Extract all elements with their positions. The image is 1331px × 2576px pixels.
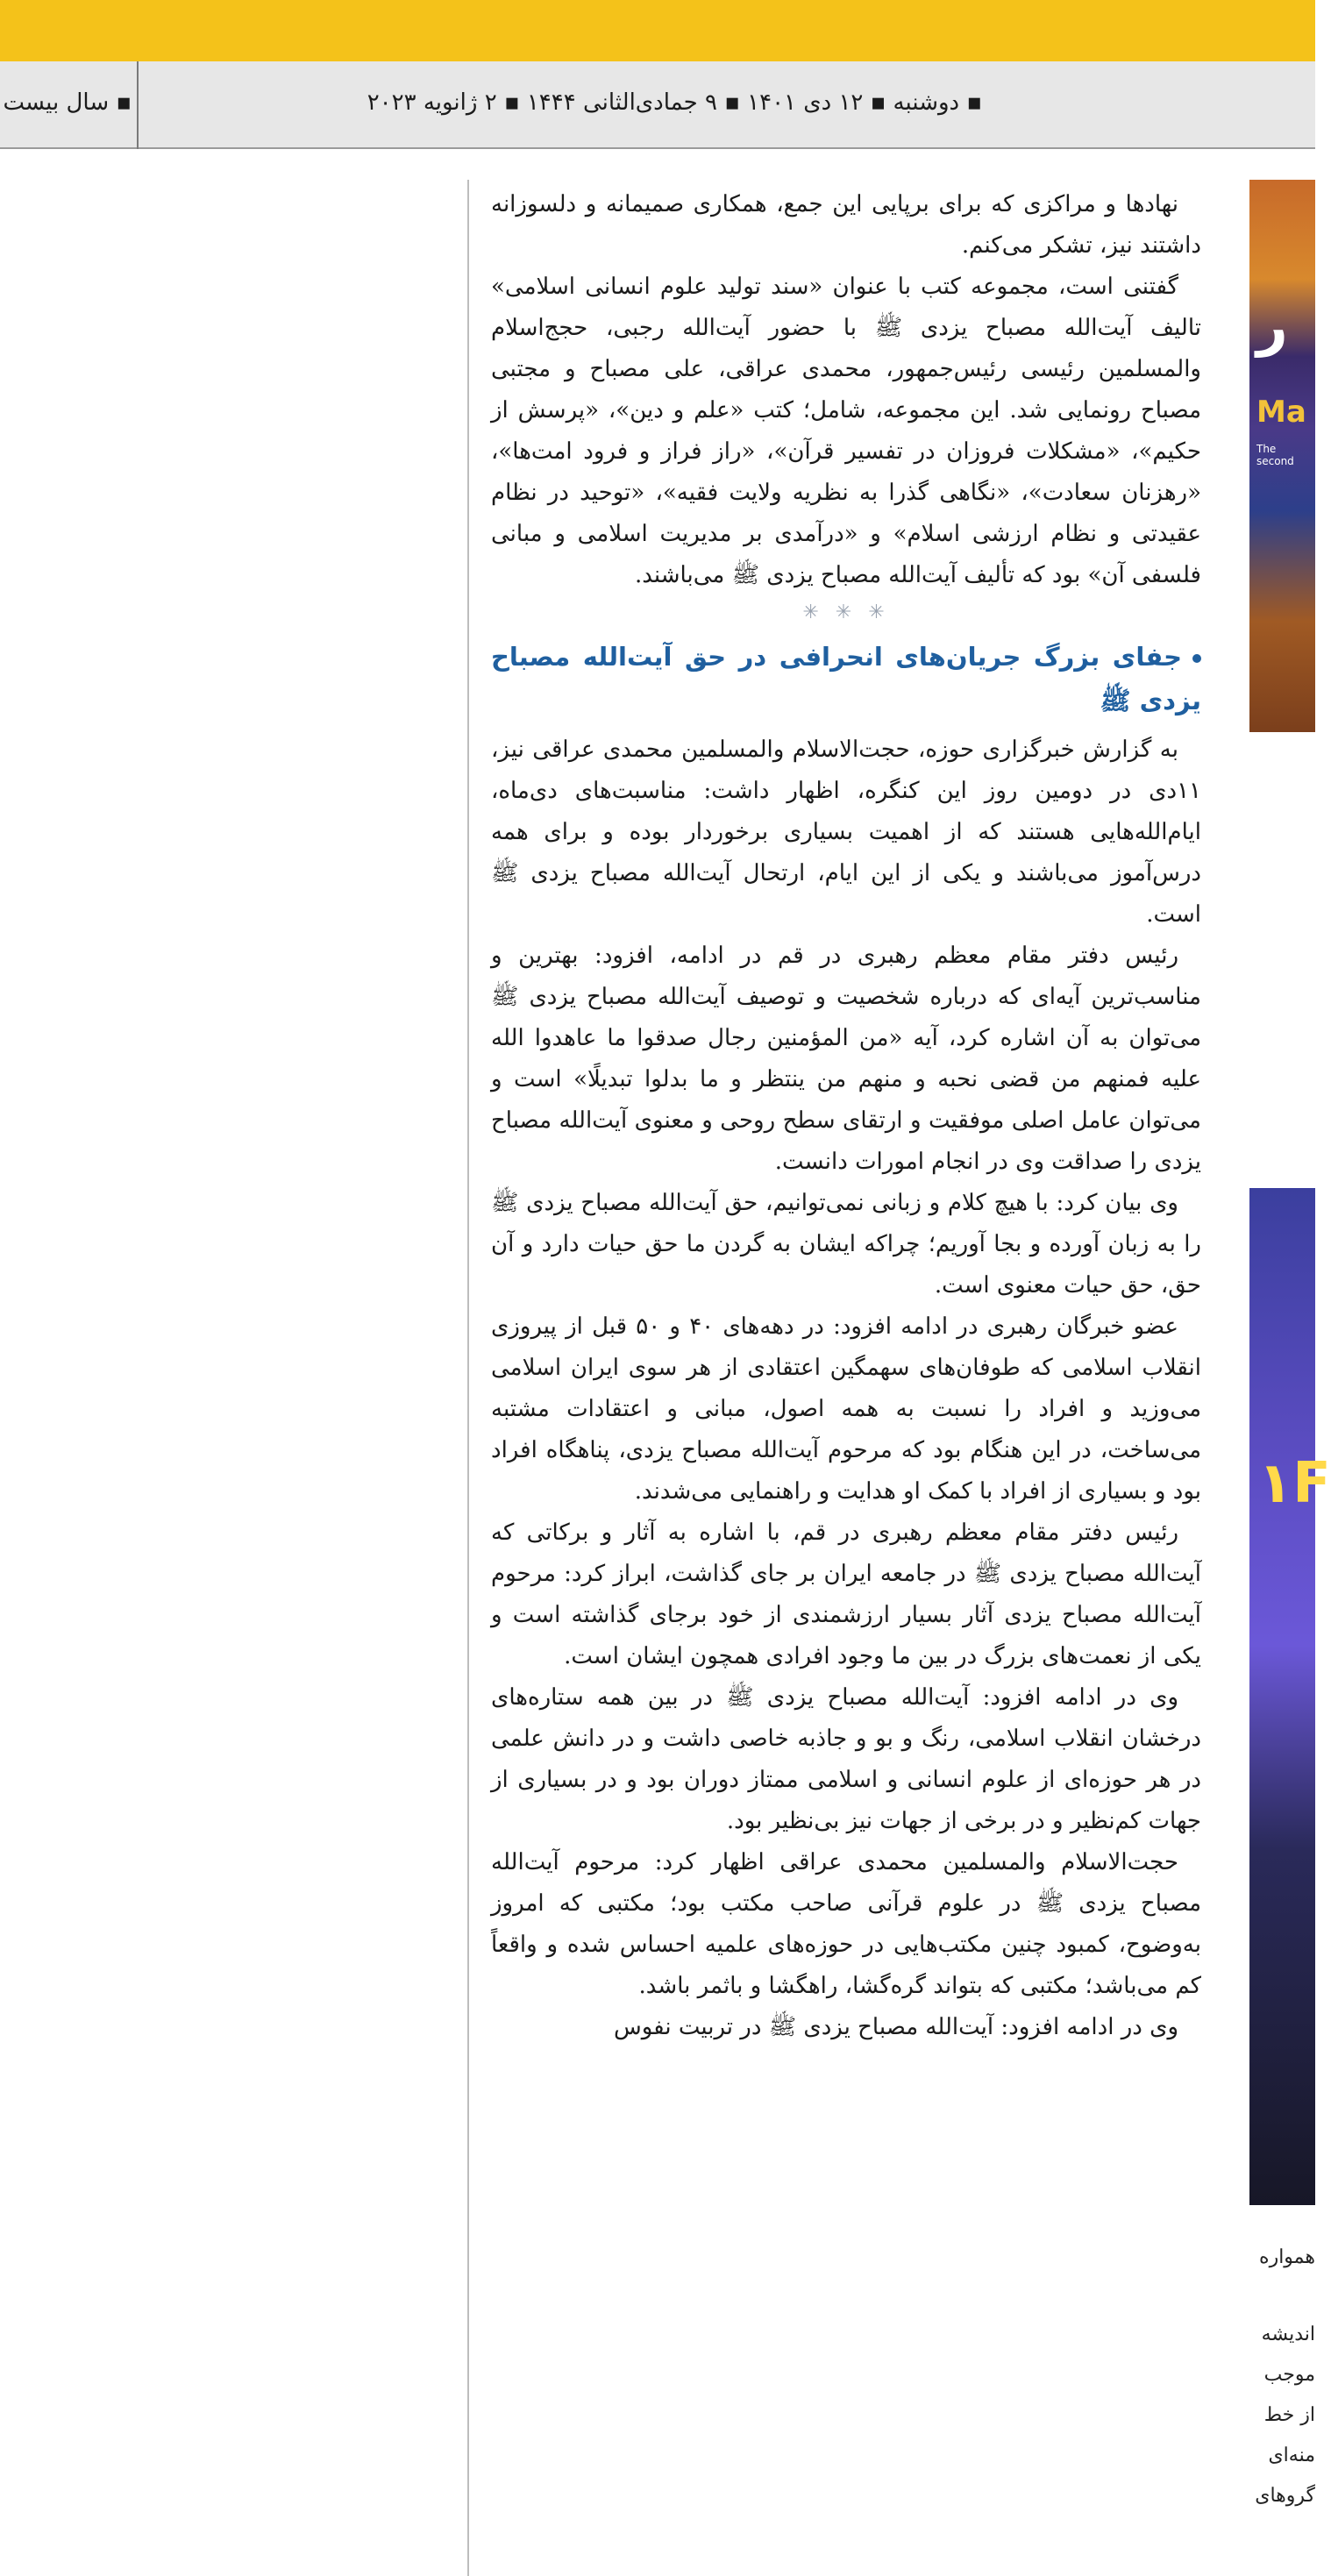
right-photo-bottom-text: ۱F xyxy=(1258,1451,1331,1516)
column-rule xyxy=(467,180,469,2576)
right-caption-line: همواره xyxy=(1259,2246,1315,2268)
article-paragraph: عضو خبرگان رهبری در ادامه افزود: در دهه‌های ۴۰ و ۵۰ قبل از پیروزی انقلاب اسلامی که طوفان‌های سهمگین اعتقادی از هر سوی ایران اسلامی می‌وزید و افراد را نسبت به همه اصول، مبانی و اعتقادات مشتبه می‌ساخت، در این هنگام بود که مرحوم آیت‌الله مصباح یزدی، پناهگاه افراد بود و بسیاری از افراد با کمک او هدایت و راهنمایی می‌شدند. xyxy=(491,1313,1201,1505)
right-caption-line: گروهای xyxy=(1255,2485,1315,2507)
date-strip xyxy=(0,61,1315,149)
article-paragraph: وی در ادامه افزود: آیت‌الله مصباح یزدی ﷺ در تربیت نفوس xyxy=(614,2014,1178,2040)
article-paragraph: به گزارش خبرگزاری حوزه، حجت‌الاسلام والمسلمین محمدی عراقی نیز، ۱۱دی در دومین روز این کنگره، اظهار داشت: مناسبت‌های دی‌ماه، ایام‌الله‌هایی هستند که از اهمیت بسیاری برخوردار بوده و برای همه درس‌آموز می‌باشند و یکی از این ایام، ارتحال آیت‌الله مصباح یزدی ﷺ است. xyxy=(491,737,1201,928)
right-photo-top xyxy=(1249,180,1315,732)
section-separator: ✳ ✳ ✳ xyxy=(802,601,890,623)
date-line: ▪ دوشنبه ▪ ۱۲ دی ۱۴۰۱ ▪ ۹ جمادی‌الثانی ۱۴۴۴ ▪ ۲ ژانویه ۲۰۲۳ xyxy=(367,89,982,116)
right-caption-line: موجب xyxy=(1263,2364,1315,2386)
article-paragraph: رئیس دفتر مقام معظم رهبری در قم، با اشاره به آثار و برکاتی که آیت‌الله مصباح یزدی ﷺ در جامعه ایران بر جای گذاشت، ابراز کرد: مرحوم آیت‌الله مصباح یزدی آثار بسیار ارزشمندی از خود برجای گذاشته است و یکی از نعمت‌های بزرگ در بین ما وجود افرادی همچون ایشان است. xyxy=(491,1519,1201,1669)
article-paragraph: رئیس دفتر مقام معظم رهبری در قم در ادامه، افزود: بهترین و مناسب‌ترین آیه‌ای که درباره شخصیت و توصیف آیت‌الله مصباح یزدی ﷺ می‌توان به آن اشاره کرد، آیه «من المؤمنین رجال صدقوا ما عاهدوا الله علیه فمنهم من قضی نحبه و منهم من ینتظر و ما بدلوا تبدیلًا» است و می‌توان عامل اصلی موفقیت و ارتقای سطح روحی و معنوی آیت‌الله مصباح یزدی را صداقت وی در انجام امورات دانست. xyxy=(491,943,1201,1175)
article-paragraph: حجت‌الاسلام والمسلمین محمدی عراقی اظهار کرد: مرحوم آیت‌الله مصباح یزدی ﷺ در علوم قرآنی صاحب مکتب بود؛ مکتبی که امروز به‌وضوح، کمبود چنین مکتب‌هایی در حوزه‌های علمیه احساس شده و واقعاً کم می‌باشد؛ مکتبی که بتواند گره‌گشا، راهگشا و باثمر باشد. xyxy=(491,1849,1201,1999)
right-photo-second: The second xyxy=(1256,443,1294,467)
article-paragraph: وی در ادامه افزود: آیت‌الله مصباح یزدی ﷺ در بین همه ستاره‌های درخشان انقلاب اسلامی، رنگ و بو و جاذبه خاصی داشت و در دانش علمی در هر حوزه‌ای از علوم انسانی و اسلامی ممتاز دوران بود و در بسیاری از جهات کم‌نظیر و در برخی از جهات نیز بی‌نظیر بود. xyxy=(491,1684,1201,1834)
right-photo-bottom xyxy=(1249,1188,1331,2205)
top-accent-bar xyxy=(0,0,1315,61)
right-caption-line: از خط xyxy=(1263,2404,1315,2426)
right-photo-word: ر xyxy=(1256,294,1288,358)
right-photo-ma: Ma xyxy=(1256,395,1306,430)
section-subhead xyxy=(491,635,1201,722)
bullet-icon xyxy=(1192,654,1201,663)
article-paragraph: نهادها و مراکزی که برای برپایی این جمع، همکاری صمیمانه و دلسوزانه داشتند نیز، تشکر می‌کنم. xyxy=(491,191,1201,259)
date-divider xyxy=(137,61,139,149)
middle-article xyxy=(491,184,1201,2048)
right-caption-line: اندیشه xyxy=(1261,2323,1315,2345)
article-paragraph: وی بیان کرد: با هیچ کلام و زبانی نمی‌توانیم، حق آیت‌الله مصباح یزدی ﷺ را به زبان آورده و بجا آوریم؛ چراکه ایشان به گردن ما حق حیات دارد و آن حق، حق حیات معنوی است. xyxy=(491,1190,1201,1299)
article-paragraph: گفتنی است، مجموعه کتب با عنوان «سند تولید علوم انسانی اسلامی» تالیف آیت‌الله مصباح یزدی ﷺ با حضور آیت‌الله رجبی، حجج‌اسلام والمسلمین رئیسی رئیس‌جمهور، محمدی عراقی، علی مصباح و مجتبی مصباح رونمایی شد. این مجموعه، شامل؛ کتب «علم و دین»، «پرسش از حکیم»، «مشکلات فروزان در تفسیر قرآن»، «راز فراز و فرود امت‌ها»، «رهزنان سعادت»، «نگاهی گذرا به نظریه ولایت فقیه»، «توحید در نظام عقیدتی و نظام ارزشی اسلام» و «درآمدی بر مدیریت اسلامی و مبانی فلسفی آن» بود که تألیف آیت‌الله مصباح یزدی ﷺ می‌باشند. xyxy=(491,274,1201,588)
right-caption-line: منه‌ای xyxy=(1268,2444,1315,2466)
section-subhead-text: جفای بزرگ جریان‌های انحرافی در حق آیت‌الله مصباح یزدی ﷺ xyxy=(491,642,1201,715)
year-label: ▪ سال بیست xyxy=(3,89,132,116)
